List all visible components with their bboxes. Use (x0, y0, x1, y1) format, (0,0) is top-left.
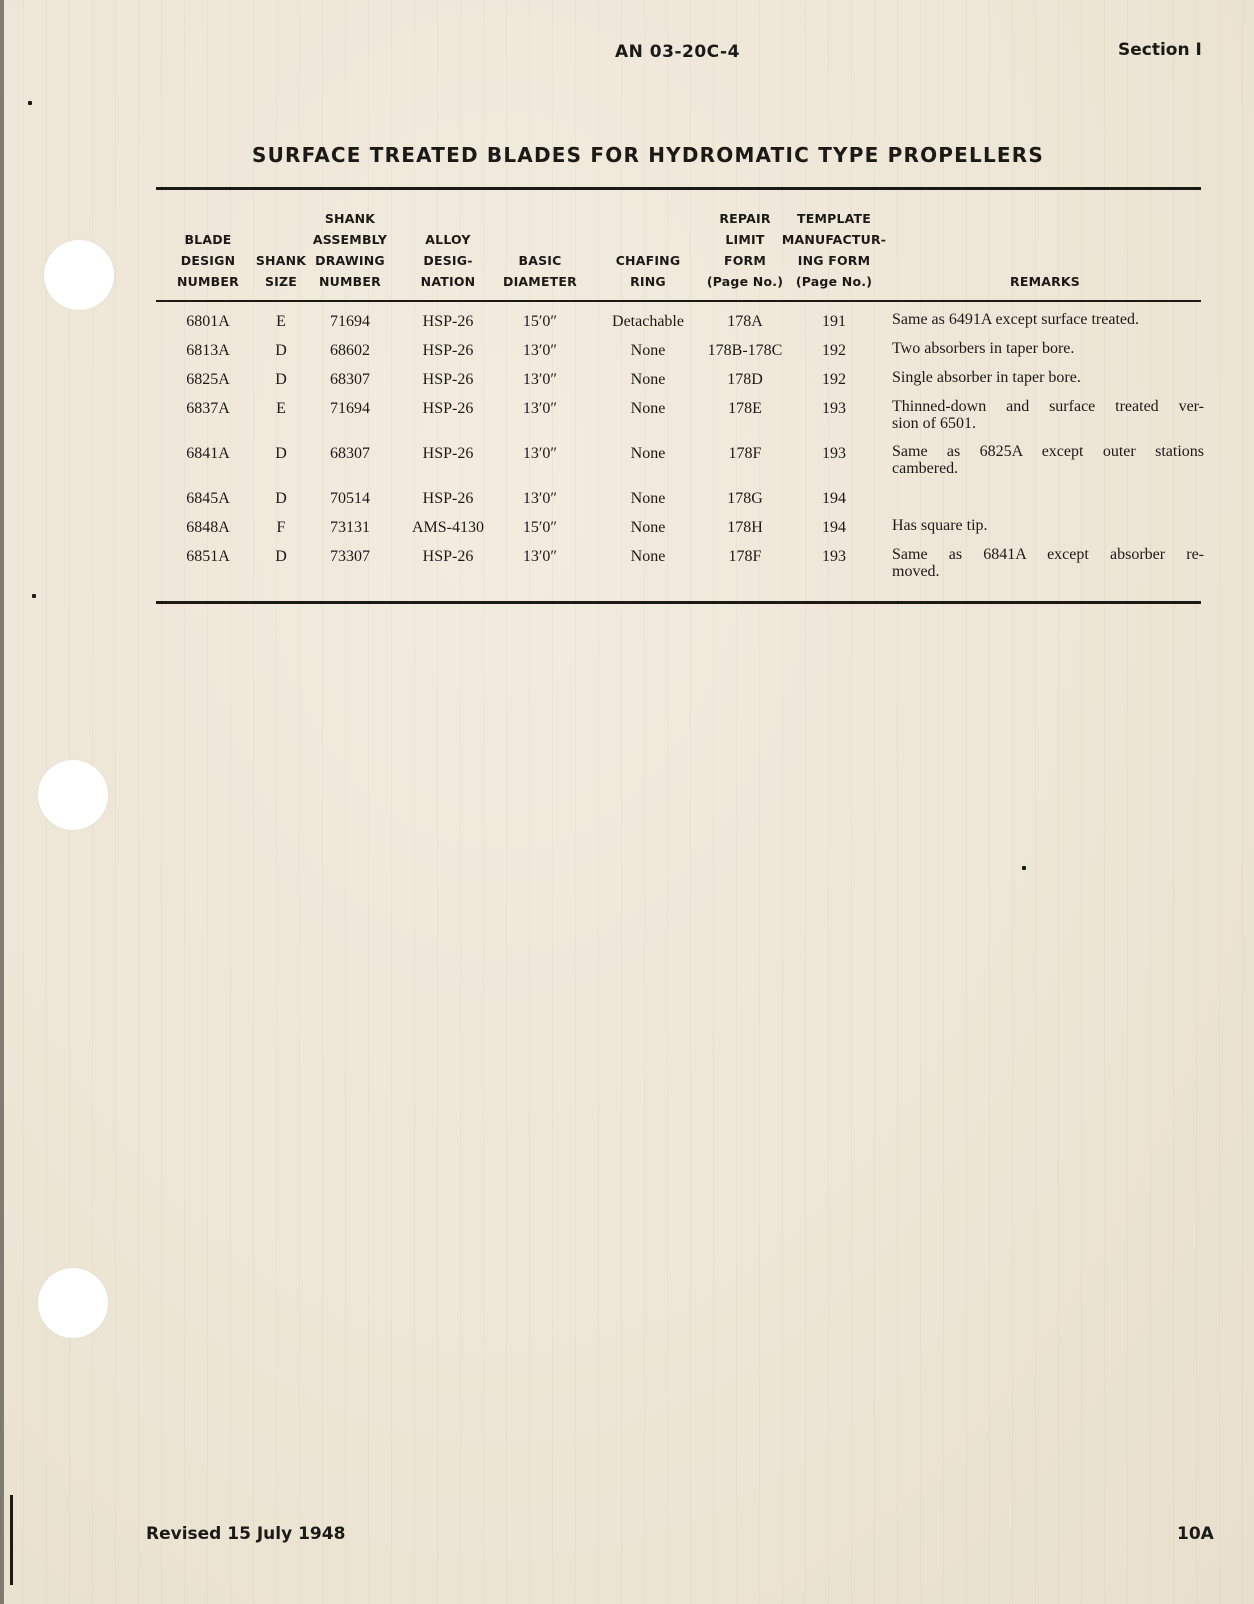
column-header-line: BASIC (518, 253, 562, 268)
table-bottom-rule (156, 601, 1201, 604)
cell-shank-drawing: 71694 (330, 313, 370, 330)
column-header-line: DESIGN (180, 253, 236, 268)
cell-template: 191 (822, 313, 846, 330)
column-header-line: (Page No.) (706, 274, 784, 289)
remark-line: Same as 6825A except outer stations (892, 443, 1204, 460)
column-header-line: ASSEMBLY (312, 232, 388, 247)
cell-remarks (892, 340, 1204, 357)
column-header-line: DRAWING (315, 253, 385, 268)
cell-blade: 6837A (186, 400, 230, 417)
cell-template: 194 (822, 519, 846, 536)
cell-shank-drawing: 68307 (330, 371, 370, 388)
remark-line: sion of 6501. (892, 415, 976, 432)
column-header-line: SHANK (324, 211, 376, 226)
table-top-rule (156, 187, 1201, 190)
column-header-line: RING (630, 274, 666, 289)
cell-alloy: HSP-26 (422, 371, 474, 388)
column-header-line: (Page No.) (795, 274, 873, 289)
cell-template: 193 (822, 548, 846, 565)
remark-line: Has square tip. (892, 517, 988, 534)
cell-blade: 6848A (186, 519, 230, 536)
column-header-line: ING FORM (797, 253, 871, 268)
cell-shank-drawing: 70514 (330, 490, 370, 507)
cell-alloy: HSP-26 (422, 548, 474, 565)
cell-diameter: 13′0″ (522, 490, 558, 507)
column-header-line: DIAMETER (503, 274, 577, 289)
remark-line: Two absorbers in taper bore. (892, 340, 1075, 357)
cell-blade: 6845A (186, 490, 230, 507)
cell-repair: 178B-178C (707, 342, 783, 359)
section-label: Section I (1118, 40, 1202, 60)
cell-remarks (892, 398, 1204, 432)
cell-template: 194 (822, 490, 846, 507)
cell-diameter: 13′0″ (522, 400, 558, 417)
table-header-rule (156, 300, 1201, 302)
cell-alloy: AMS-4130 (411, 519, 485, 536)
cell-repair: 178F (728, 548, 762, 565)
cell-shank-drawing: 73307 (330, 548, 370, 565)
remark-line: Same as 6841A except absorber re- (892, 546, 1204, 563)
cell-alloy: HSP-26 (422, 400, 474, 417)
cell-chafing: None (630, 445, 666, 462)
cell-diameter: 13′0″ (522, 548, 558, 565)
cell-diameter: 13′0″ (522, 371, 558, 388)
column-header-line: BLADE (184, 232, 232, 247)
cell-diameter: 15′0″ (522, 313, 558, 330)
cell-blade: 6825A (186, 371, 230, 388)
cell-repair: 178D (727, 371, 763, 388)
cell-blade: 6851A (186, 548, 230, 565)
cell-shank-drawing: 68307 (330, 445, 370, 462)
remark-line: moved. (892, 563, 940, 580)
cell-chafing: None (630, 400, 666, 417)
table-title: SURFACE TREATED BLADES FOR HYDROMATIC TYPE PROPELLERS (252, 143, 1044, 167)
cell-shank-size: E (276, 313, 286, 330)
cell-alloy: HSP-26 (422, 445, 474, 462)
column-header-line: ALLOY (425, 232, 471, 247)
column-header-line: NUMBER (177, 274, 239, 289)
cell-template: 193 (822, 445, 846, 462)
cell-shank-size: F (276, 519, 286, 536)
cell-remarks (892, 369, 1204, 386)
column-header-line: REMARKS (1010, 274, 1080, 289)
column-header-line: FORM (723, 253, 767, 268)
cell-chafing: None (630, 519, 666, 536)
cell-repair: 178E (728, 400, 762, 417)
page-speck (32, 594, 36, 598)
page-speck (28, 101, 32, 105)
cell-repair: 178H (727, 519, 763, 536)
cell-template: 193 (822, 400, 846, 417)
cell-remarks (892, 443, 1204, 477)
cell-shank-drawing: 73131 (330, 519, 370, 536)
cell-chafing: None (630, 548, 666, 565)
page-speck (1022, 866, 1026, 870)
column-header-line: SHANK (255, 253, 307, 268)
cell-shank-drawing: 71694 (330, 400, 370, 417)
column-header-line: LIMIT (725, 232, 765, 247)
column-header-line: NUMBER (319, 274, 381, 289)
cell-remarks (892, 311, 1204, 328)
punch-hole-bottom (38, 1268, 108, 1338)
remark-line: Single absorber in taper bore. (892, 369, 1081, 386)
cell-diameter: 13′0″ (522, 445, 558, 462)
cell-shank-size: D (275, 445, 287, 462)
column-header-remarks (975, 271, 1115, 292)
column-header-template (764, 208, 904, 292)
column-header-line: TEMPLATE (797, 211, 871, 226)
cell-repair: 178G (727, 490, 763, 507)
column-header-line: CHAFING (615, 253, 681, 268)
cell-chafing: None (630, 371, 666, 388)
binding-mark (10, 1495, 13, 1585)
cell-alloy: HSP-26 (422, 313, 474, 330)
cell-repair: 178A (727, 313, 763, 330)
cell-alloy: HSP-26 (422, 342, 474, 359)
cell-remarks (892, 546, 1204, 580)
cell-diameter: 15′0″ (522, 519, 558, 536)
remark-line: Thinned-down and surface treated ver- (892, 398, 1204, 415)
cell-chafing: None (630, 342, 666, 359)
cell-shank-size: D (275, 490, 287, 507)
punch-hole-top (44, 240, 114, 310)
remark-line: Same as 6491A except surface treated. (892, 311, 1140, 328)
cell-blade: 6841A (186, 445, 230, 462)
cell-template: 192 (822, 371, 846, 388)
cell-chafing: None (630, 490, 666, 507)
document-number: AN 03-20C-4 (615, 42, 740, 62)
cell-blade: 6801A (186, 313, 230, 330)
cell-chafing: Detachable (612, 313, 684, 330)
page-edge-shadow (0, 0, 4, 1604)
cell-alloy: HSP-26 (422, 490, 474, 507)
column-header-line: DESIG- (423, 253, 473, 268)
cell-diameter: 13′0″ (522, 342, 558, 359)
revision-date: Revised 15 July 1948 (146, 1524, 346, 1544)
page-number: 10A (1177, 1524, 1214, 1544)
cell-shank-size: D (275, 342, 287, 359)
cell-blade: 6813A (186, 342, 230, 359)
column-header-line: REPAIR (719, 211, 771, 226)
cell-shank-size: D (275, 371, 287, 388)
cell-shank-size: E (276, 400, 286, 417)
cell-template: 192 (822, 342, 846, 359)
column-header-line: NATION (420, 274, 476, 289)
cell-repair: 178F (728, 445, 762, 462)
punch-hole-middle (38, 760, 108, 830)
remark-line: cambered. (892, 460, 959, 477)
cell-shank-drawing: 68602 (330, 342, 370, 359)
column-header-line: SIZE (264, 274, 298, 289)
column-header-line: MANUFACTUR- (781, 232, 887, 247)
cell-remarks (892, 517, 1204, 534)
cell-shank-size: D (275, 548, 287, 565)
